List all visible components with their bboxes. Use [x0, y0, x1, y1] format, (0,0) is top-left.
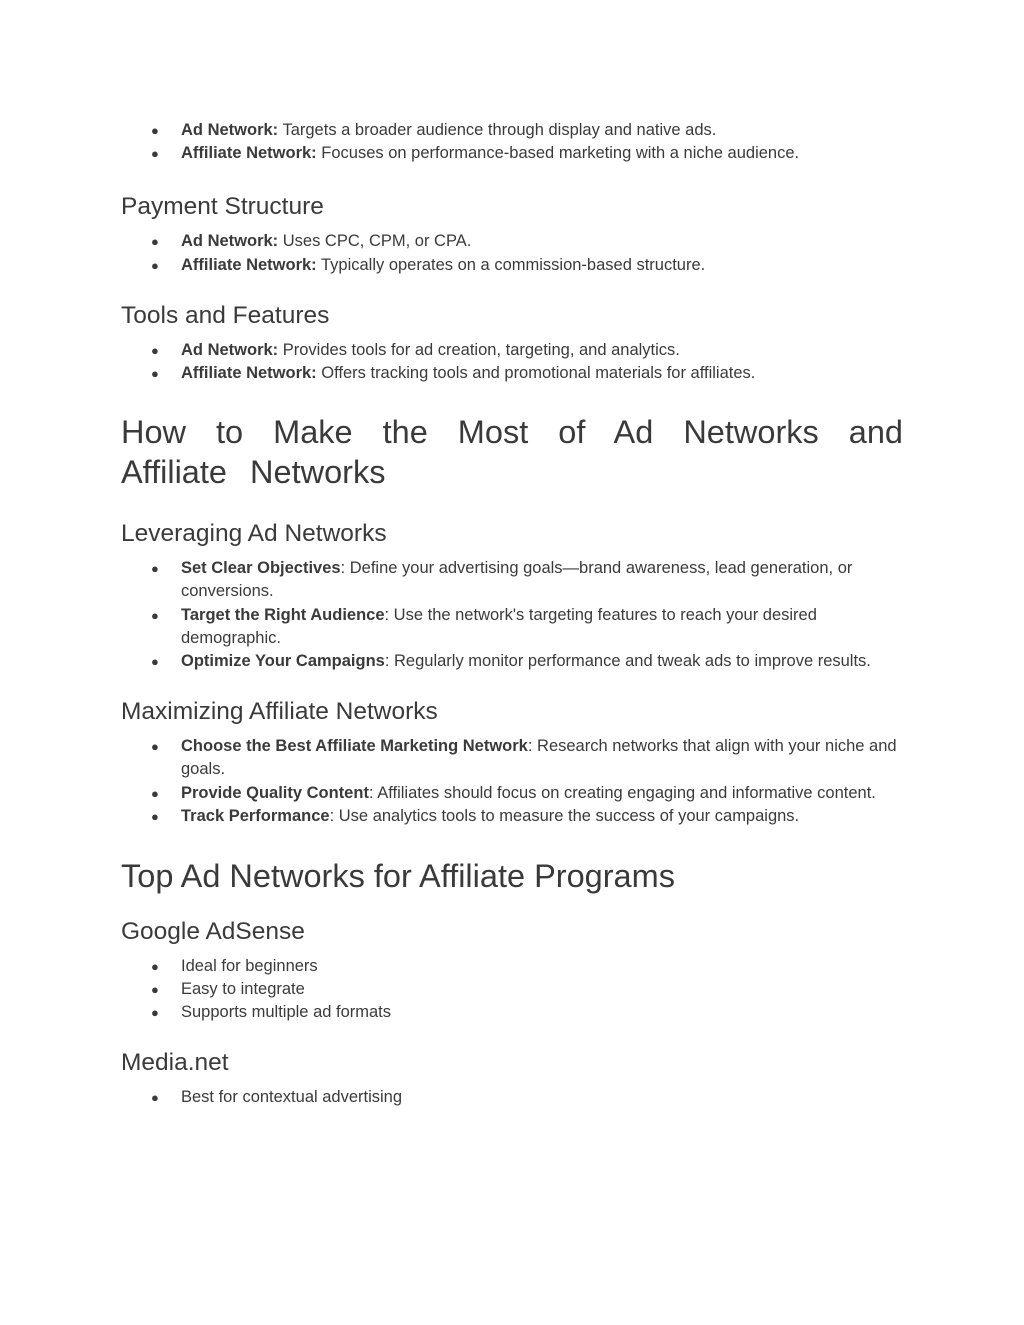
bullet-icon: ●: [151, 257, 159, 273]
bullet-icon: ●: [151, 146, 159, 162]
list-item: ● Easy to integrate: [121, 978, 903, 1001]
list-item: ● Optimize Your Campaigns: Regularly monitor performance and tweak ads to improve results.: [121, 650, 903, 673]
list-item: ● Best for contextual advertising: [121, 1086, 903, 1109]
list-item: ● Ideal for beginners: [121, 955, 903, 978]
heading-tools-and-features: Tools and Features: [121, 301, 330, 329]
list-item: ● Ad Network: Uses CPC, CPM, or CPA.: [121, 230, 903, 253]
heading-maximizing-affiliate-networks: Maximizing Affiliate Networks: [121, 698, 438, 726]
list-item: ● Set Clear Objectives: Define your advertising goals—brand awareness, lead generation, or conversions.: [151, 559, 853, 601]
list-item: ● Provide Quality Content: Affiliates should focus on creating engaging and informative content.: [121, 782, 903, 805]
list-item: ● Affiliate Network: Focuses on performance-based marketing with a niche audience.: [121, 142, 903, 165]
bullet-icon: ●: [151, 959, 159, 975]
list-item: ● Affiliate Network: Offers tracking tools and promotional materials for affiliates.: [121, 362, 903, 385]
bullet-icon: ●: [151, 739, 159, 755]
medianet-list: [121, 1086, 903, 1109]
bullet-icon: ●: [151, 123, 159, 138]
heading-payment-structure: Payment Structure: [121, 193, 324, 221]
document-page: [121, 118, 903, 1109]
maximizing-list: [121, 735, 903, 828]
section-title-top-ad-networks: Top Ad Networks for Affiliate Programs: [121, 858, 675, 895]
bullet-icon: ●: [151, 561, 159, 577]
audience-list: [121, 119, 903, 165]
section-title-make-the-most: How to Make the Most of Ad Networks and Affiliate Networks: [121, 414, 903, 491]
heading-google-adsense: Google AdSense: [121, 918, 305, 946]
bullet-icon: ●: [151, 808, 159, 824]
adsense-list: [121, 955, 903, 1025]
bullet-icon: ●: [151, 785, 159, 801]
list-item: ● Choose the Best Affiliate Marketing Network: Research networks that align with your niche and goals.: [151, 737, 897, 779]
list-item: ● Ad Network: Provides tools for ad creation, targeting, and analytics.: [121, 339, 903, 362]
bullet-icon: ●: [151, 366, 159, 382]
payment-list: [121, 230, 903, 276]
list-item: ● Track Performance: Use analytics tools to measure the success of your campaigns.: [121, 805, 903, 828]
bullet-icon: ●: [151, 982, 159, 998]
bullet-icon: ●: [151, 342, 159, 358]
bullet-icon: ●: [151, 234, 159, 250]
bullet-icon: ●: [151, 1089, 159, 1105]
list-item: ● Target the Right Audience: Use the network's targeting features to reach your desired demographic.: [151, 605, 817, 647]
list-item: ● Supports multiple ad formats: [121, 1001, 903, 1024]
list-item: ● Ad Network: Targets a broader audience through display and native ads.: [121, 119, 903, 142]
bullet-icon: ●: [151, 654, 159, 670]
heading-media-net: Media.net: [121, 1048, 229, 1076]
bullet-icon: ●: [151, 1005, 159, 1021]
tools-list: [121, 339, 903, 385]
bullet-icon: ●: [151, 607, 159, 623]
leveraging-list: [121, 557, 903, 673]
list-item: ● Affiliate Network: Typically operates on a commission-based structure.: [121, 254, 903, 277]
heading-leveraging-ad-networks: Leveraging Ad Networks: [121, 520, 387, 548]
